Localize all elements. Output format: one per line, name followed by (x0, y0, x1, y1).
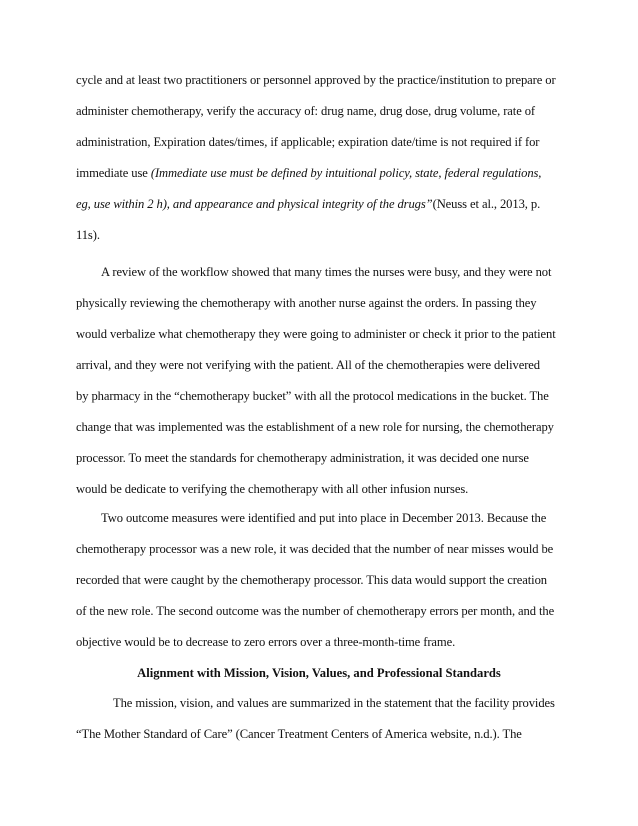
section-heading: Alignment with Mission, Vision, Values, and Professional Standards (137, 666, 501, 680)
paragraph-2-line-3: would verbalize what chemotherapy they were going to administer or check it prior to the patient (76, 327, 556, 341)
paragraph-3-line-3: recorded that were caught by the chemotherapy processor. This data would support the creation (76, 573, 547, 587)
paragraph-2-line-1: A review of the workflow showed that many times the nurses were busy, and they were not (101, 265, 552, 279)
paragraph-1-line-1: cycle and at least two practitioners or personnel approved by the practice/institution to prepare or (76, 73, 556, 87)
paragraph-1-line-5 (76, 196, 571, 212)
paragraph-3-line-1: Two outcome measures were identified and put into place in December 2013. Because the (101, 511, 547, 525)
paragraph-4-line-2: “The Mother Standard of Care” (Cancer Treatment Centers of America website, n.d.). The (76, 727, 522, 741)
paragraph-1-line-4-italic: (Immediate use must be defined by intuitional policy, state, federal regulations, (150, 166, 542, 180)
paragraph-1-line-5-italic: eg, use within 2 h), and appearance and physical integrity of the drugs” (76, 197, 433, 211)
paragraph-3-line-4: of the new role. The second outcome was the number of chemotherapy errors per month, and the (76, 604, 555, 618)
paragraph-1-line-4-plain: immediate use (76, 166, 151, 180)
paragraph-1-line-6: 11s). (76, 228, 100, 242)
paragraph-4-line-1: The mission, vision, and values are summarized in the statement that the facility provides (113, 696, 555, 710)
paragraph-2-line-6: change that was implemented was the establishment of a new role for nursing, the chemotherapy (76, 420, 554, 434)
paragraph-2-line-7: processor. To meet the standards for chemotherapy administration, it was decided one nurse (76, 451, 529, 465)
paragraph-3-line-2: chemotherapy processor was a new role, it was decided that the number of near misses would be (76, 542, 554, 556)
paragraph-2-line-4: arrival, and they were not verifying with the patient. All of the chemotherapies were delivered (76, 358, 540, 372)
paragraph-1-line-4 (76, 165, 571, 181)
paragraph-1-line-3: administration, Expiration dates/times, if applicable; expiration date/time is not required if for (76, 135, 540, 149)
paragraph-1-line-2: administer chemotherapy, verify the accuracy of: drug name, drug dose, drug volume, rate of (76, 104, 536, 118)
paragraph-3-line-5: objective would be to decrease to zero errors over a three-month-time frame. (76, 635, 456, 649)
paragraph-2-line-8: would be dedicate to verifying the chemotherapy with all other infusion nurses. (76, 482, 469, 496)
paragraph-2-line-2: physically reviewing the chemotherapy with another nurse against the orders. In passing they (76, 296, 537, 310)
paragraph-1-line-5-plain: (Neuss et al., 2013, p. (432, 197, 541, 211)
paragraph-2-line-5: by pharmacy in the “chemotherapy bucket” with all the protocol medications in the bucket. The (76, 389, 549, 403)
